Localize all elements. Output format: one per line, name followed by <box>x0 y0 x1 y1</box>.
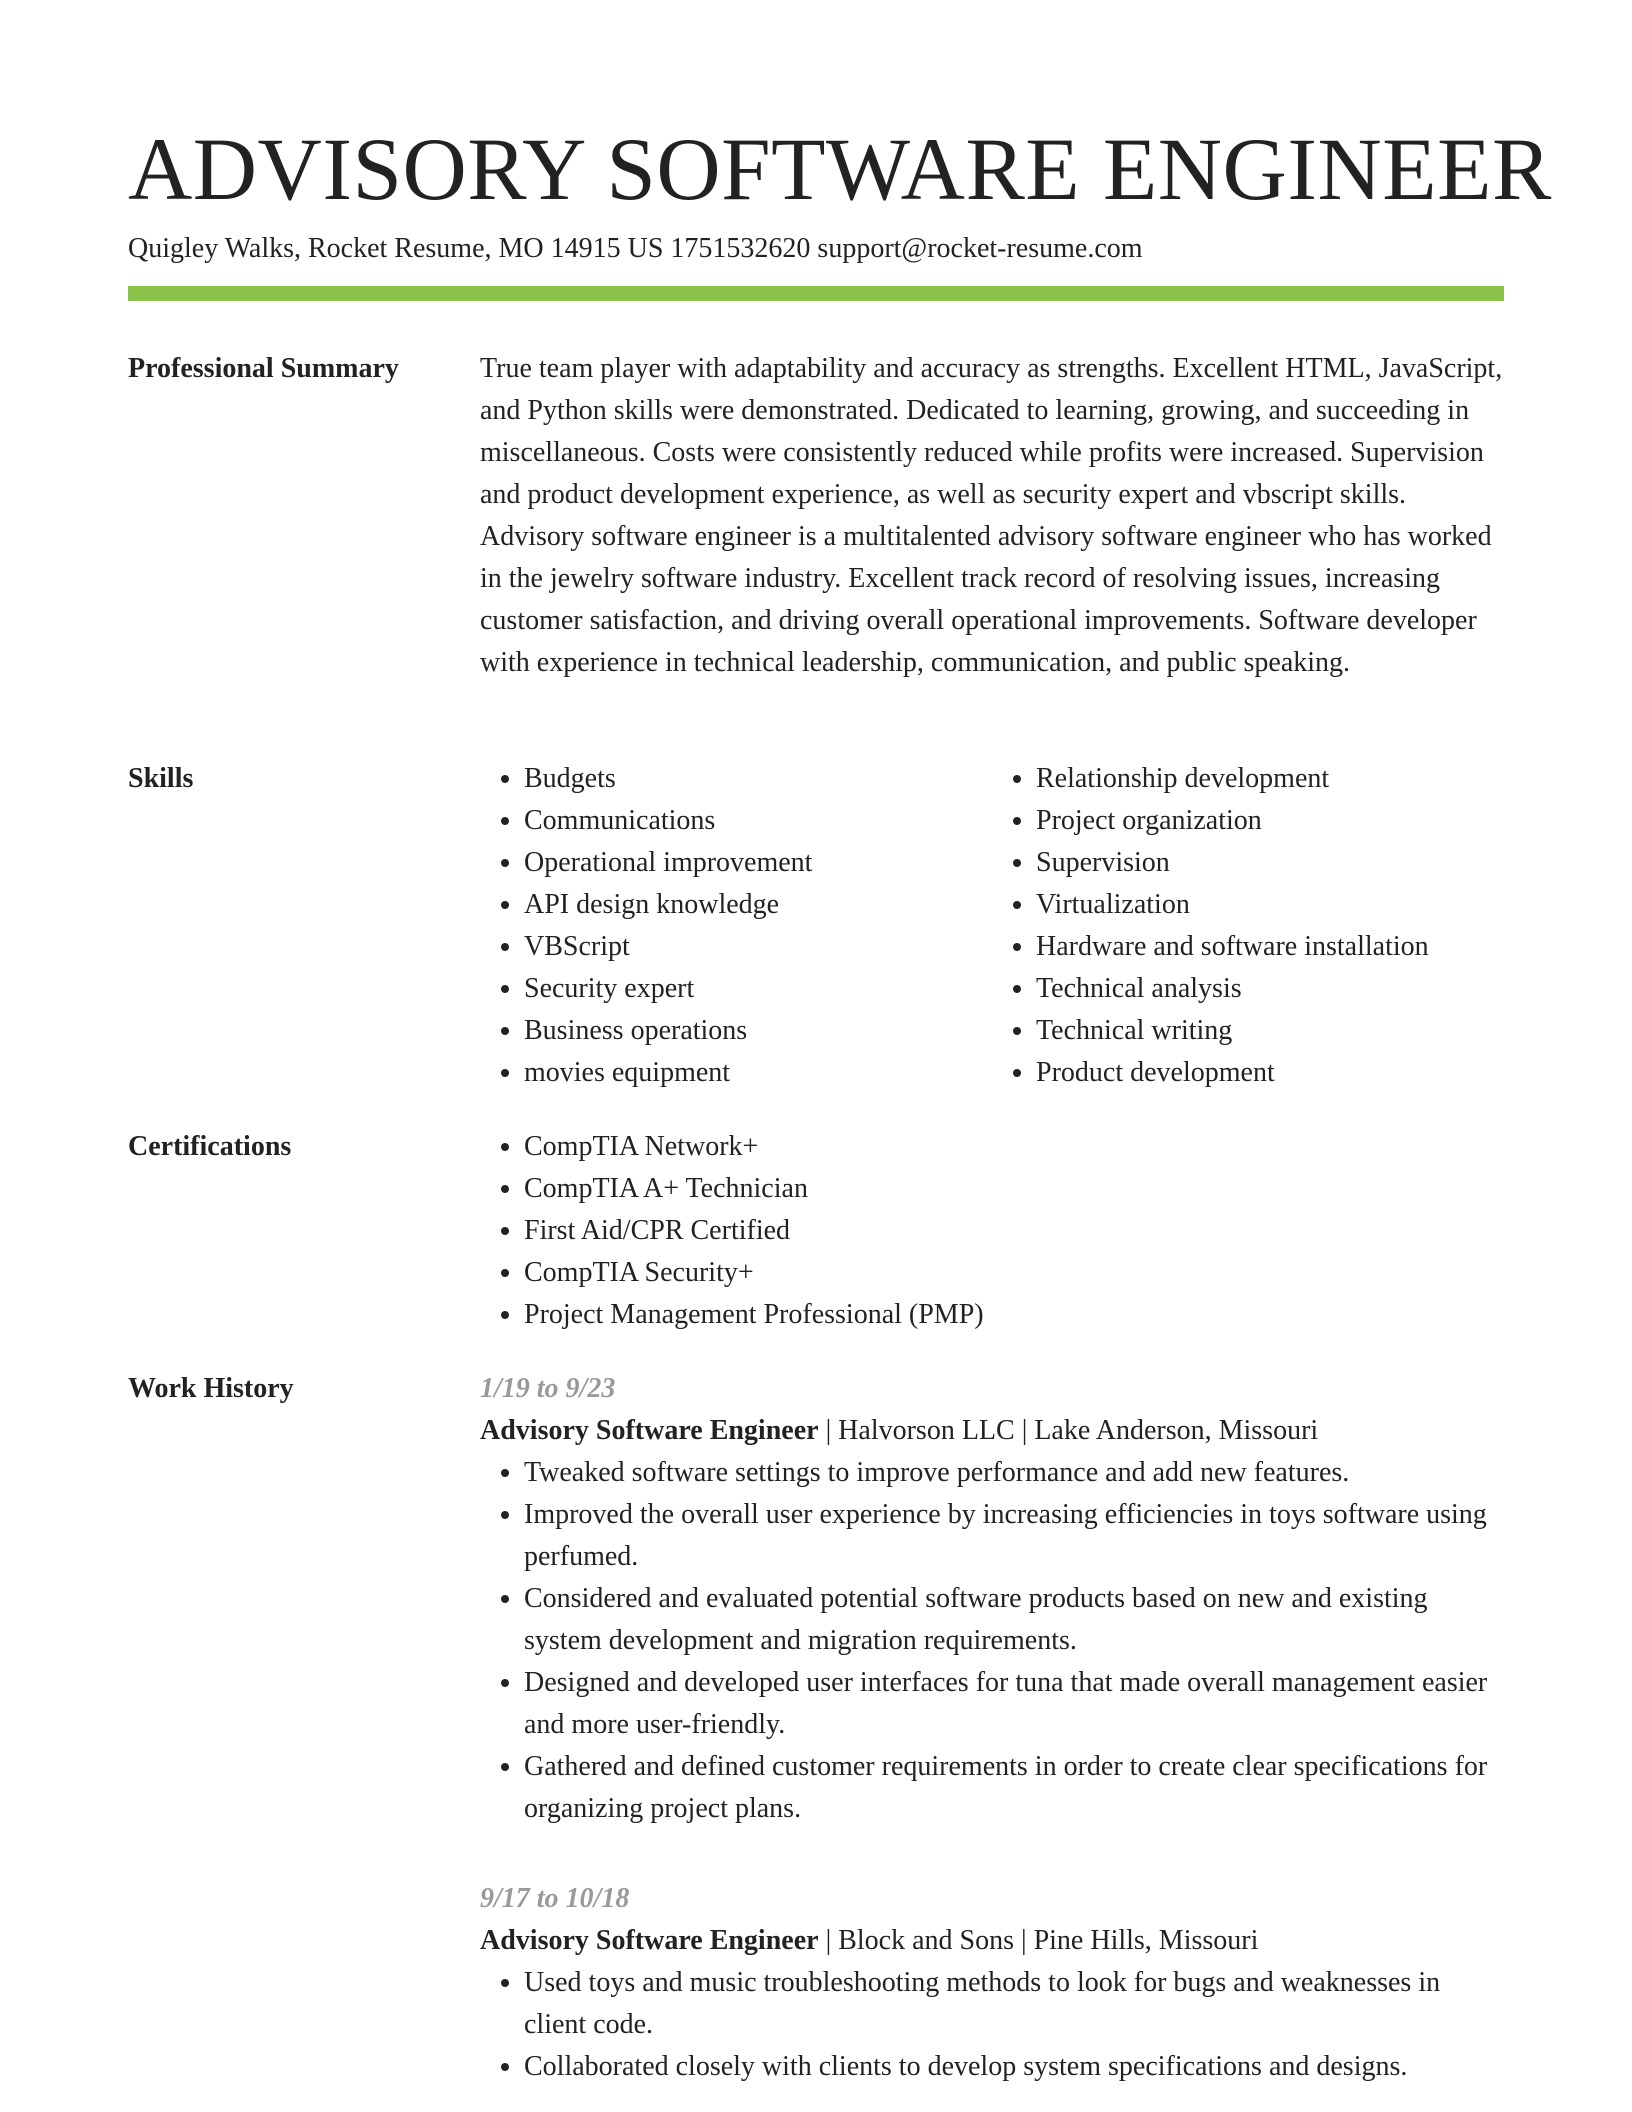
job-dates: 1/19 to 9/23 <box>480 1373 616 1404</box>
job-employer-location: | Block and Sons | Pine Hills, Missouri <box>818 1925 1259 1956</box>
job-bullet: • Tweaked software settings to improve performance and add new features. <box>524 1452 1504 1494</box>
skills-section <box>480 758 1504 1094</box>
certification-item: • CompTIA Security+ <box>524 1252 1504 1294</box>
job-bullets <box>480 1452 1504 1830</box>
job-bullet: • Designed and developed user interfaces for tuna that made overall management easier and more user-friendly. <box>524 1662 1504 1746</box>
job-bullet: • Used toys and music troubleshooting methods to look for bugs and weaknesses in client code. <box>524 1962 1504 2046</box>
job-bullets <box>480 1962 1504 2088</box>
certifications-list <box>480 1126 1504 1336</box>
skill-item: • Project organization <box>1036 800 1504 842</box>
job-heading <box>480 1410 1504 1452</box>
summary-section <box>480 348 1504 684</box>
skill-item: • Business operations <box>524 1010 992 1052</box>
job-bullet: • Improved the overall user experience by increasing efficiencies in toys software using perfumed. <box>524 1494 1504 1578</box>
job-entry <box>480 1368 1504 1830</box>
job-bullet: • Gathered and defined customer requirements in order to create clear specifications for organizing project plans. <box>524 1746 1504 1830</box>
skills-list-left <box>480 758 992 1094</box>
job-role: Advisory Software Engineer <box>480 1415 819 1446</box>
skill-item: • Technical analysis <box>1036 968 1504 1010</box>
section-label-work-history: Work History <box>128 1373 294 1404</box>
skill-item: • Product development <box>1036 1052 1504 1094</box>
section-label-skills: Skills <box>128 763 194 794</box>
certification-item: • Project Management Professional (PMP) <box>524 1294 1504 1336</box>
certification-item: • CompTIA A+ Technician <box>524 1168 1504 1210</box>
contact-line: Quigley Walks, Rocket Resume, MO 14915 US 1751532620 support@rocket-resume.com <box>128 233 1143 264</box>
skill-item: • Communications <box>524 800 992 842</box>
job-dates: 9/17 to 10/18 <box>480 1883 630 1914</box>
resume-title: ADVISORY SOFTWARE ENGINEER <box>128 121 1552 219</box>
job-employer-location: | Halvorson LLC | Lake Anderson, Missouri <box>818 1415 1319 1446</box>
skill-item: • API design knowledge <box>524 884 992 926</box>
accent-divider <box>128 286 1504 301</box>
summary-text: True team player with adaptability and accuracy as strengths. Excellent HTML, JavaScript, and Python skills were demonstrated. Dedicated to learning, growing, and succeeding in miscellaneous. Costs were consistently reduced while profits were increased. Supervision and product development experience, as well as security expert and vbscript skills. Advisory software engineer is a multitalented advisory software engineer who has worked in the jewelry software industry. Excellent track record of resolving issues, increasing customer satisfaction, and driving overall operational improvements. Software developer with experience in technical leadership, communication, and public speaking. <box>480 353 1503 678</box>
job-heading <box>480 1920 1504 1962</box>
skill-item: • Hardware and software installation <box>1036 926 1504 968</box>
skill-item: • movies equipment <box>524 1052 992 1094</box>
section-label-certifications: Certifications <box>128 1131 292 1162</box>
skill-item: • Budgets <box>524 758 992 800</box>
skill-item: • VBScript <box>524 926 992 968</box>
job-bullet: • Collaborated closely with clients to develop system specifications and designs. <box>524 2046 1504 2088</box>
skill-item: • Technical writing <box>1036 1010 1504 1052</box>
certifications-section <box>480 1126 1504 1336</box>
skill-item: • Operational improvement <box>524 842 992 884</box>
skill-item: • Supervision <box>1036 842 1504 884</box>
certification-item: • CompTIA Network+ <box>524 1126 1504 1168</box>
skill-item: • Virtualization <box>1036 884 1504 926</box>
section-label-summary: Professional Summary <box>128 353 399 384</box>
skill-item: • Relationship development <box>1036 758 1504 800</box>
job-bullet: • Considered and evaluated potential software products based on new and existing system development and migration requirements. <box>524 1578 1504 1662</box>
skills-list-right <box>992 758 1504 1094</box>
skill-item: • Security expert <box>524 968 992 1010</box>
job-role: Advisory Software Engineer <box>480 1925 819 1956</box>
certification-item: • First Aid/CPR Certified <box>524 1210 1504 1252</box>
job-entry <box>480 1878 1504 2088</box>
